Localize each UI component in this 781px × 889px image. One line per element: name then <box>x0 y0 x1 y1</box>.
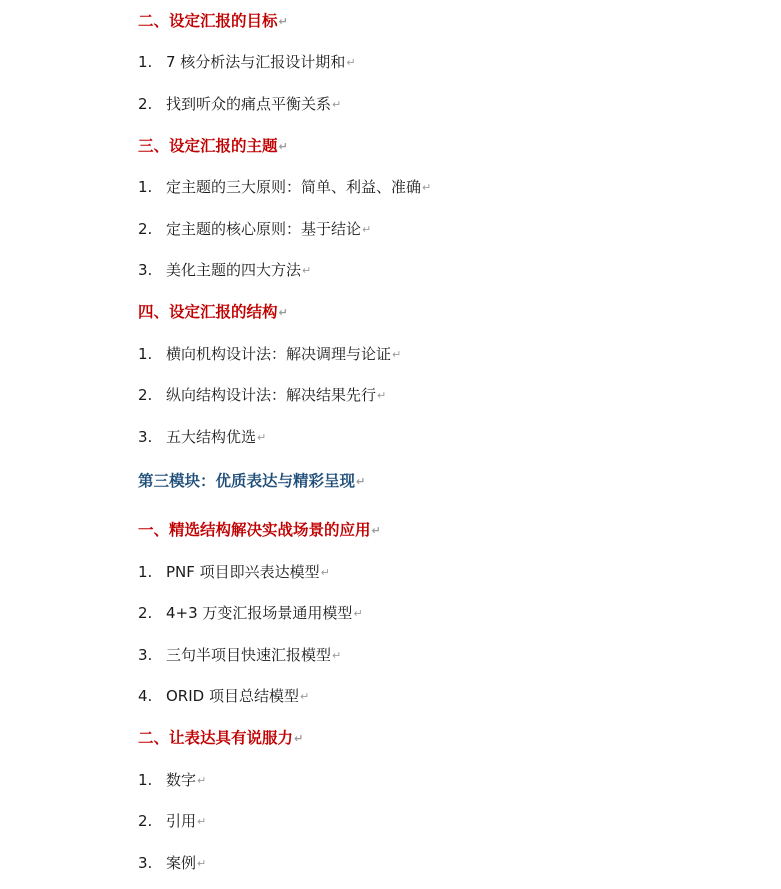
list-item: 3. 美化主题的四大方法↵ <box>138 261 312 279</box>
paragraph-mark: ↵ <box>377 389 387 402</box>
section-heading: 三、设定汇报的主题↵ <box>138 137 288 155</box>
paragraph-mark: ↵ <box>197 774 207 787</box>
paragraph-mark: ↵ <box>332 649 342 662</box>
list-item: 2. 4+3 万变汇报场景通用模型↵ <box>138 604 363 622</box>
paragraph-mark: ↵ <box>362 223 372 236</box>
list-item: 3. 案例↵ <box>138 854 207 872</box>
paragraph-mark: ↵ <box>294 732 304 745</box>
list-item: 1. 数字↵ <box>138 771 207 789</box>
list-item: 1. 横向机构设计法：解决调理与论证↵ <box>138 345 402 363</box>
paragraph-mark: ↵ <box>197 815 207 828</box>
list-item: 2. 纵向结构设计法：解决结果先行↵ <box>138 386 387 404</box>
paragraph-mark: ↵ <box>346 56 356 69</box>
paragraph-mark: ↵ <box>299 690 310 703</box>
list-item: 2. 引用↵ <box>138 812 207 830</box>
paragraph-mark: ↵ <box>371 524 381 537</box>
list-item: 2. 定主题的核心原则：基于结论↵ <box>138 220 372 238</box>
paragraph-mark: ↵ <box>278 140 288 153</box>
module-heading: 第三模块：优质表达与精彩呈现↵ <box>138 472 366 490</box>
paragraph-mark: ↵ <box>353 607 363 620</box>
paragraph-mark: ↵ <box>320 566 330 579</box>
list-item: 3. 五大结构优选↵ <box>138 428 267 446</box>
paragraph-mark: ↵ <box>356 475 366 488</box>
list-item: 1. PNF 项目即兴表达模型↵ <box>138 563 330 581</box>
paragraph-mark: ↵ <box>422 181 432 194</box>
paragraph-mark: ↵ <box>278 15 288 28</box>
paragraph-mark: ↵ <box>302 264 312 277</box>
list-item: 3. 三句半项目快速汇报模型↵ <box>138 646 342 664</box>
section-heading: 一、精选结构解决实战场景的应用↵ <box>138 521 381 539</box>
section-heading: 四、设定汇报的结构↵ <box>138 303 288 321</box>
list-item: 1. 定主题的三大原则：简单、利益、准确↵ <box>138 178 432 196</box>
section-heading: 二、设定汇报的目标↵ <box>138 12 288 30</box>
paragraph-mark: ↵ <box>257 431 267 444</box>
paragraph-mark: ↵ <box>332 98 342 111</box>
list-item: 4. ORID 项目总结模型↵ <box>138 687 310 705</box>
paragraph-mark: ↵ <box>278 306 288 319</box>
list-item: 1. 7 核分析法与汇报设计期和↵ <box>138 53 356 71</box>
section-heading: 二、让表达具有说服力↵ <box>138 729 304 747</box>
list-item: 2. 找到听众的痛点平衡关系↵ <box>138 95 342 113</box>
paragraph-mark: ↵ <box>197 857 207 870</box>
paragraph-mark: ↵ <box>392 348 402 361</box>
